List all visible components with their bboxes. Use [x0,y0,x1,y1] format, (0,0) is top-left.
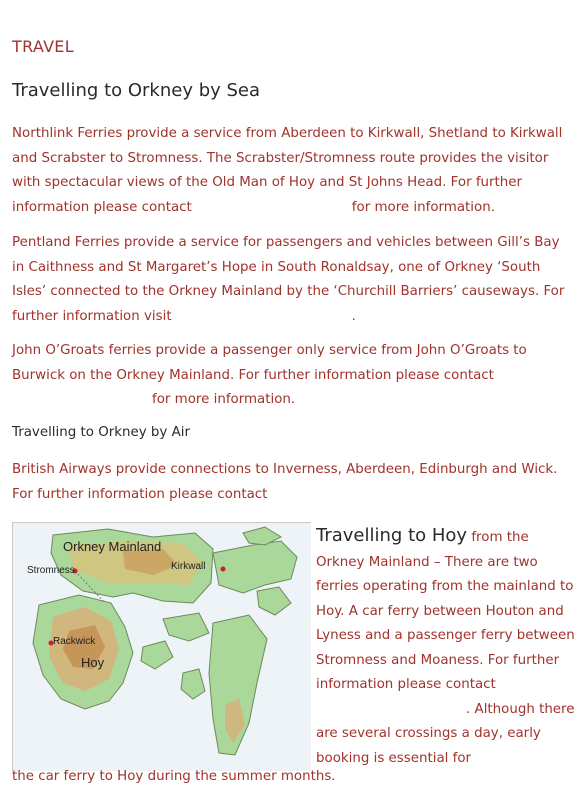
page-heading: TRAVEL [12,37,74,56]
map-label-hoy: Hoy [81,655,105,670]
hoy-text: from the Orkney Mainland – There are two ferries operating from the mainland to Hoy. A car ferry between Houton and Lyness and a passenger ferry between Stromness and Moaness. For further information please contact [316,530,575,692]
hoy-text-2: Although there are several crossings a day, early booking is essential for [316,701,575,766]
orkney-map [12,522,311,771]
map-label-rackwick: Rackwick [53,636,96,647]
pentland-paragraph [12,231,572,329]
johnogroats-paragraph [12,339,572,413]
map-label-mainland: Orkney Mainland [63,539,162,554]
air-section-title: Travelling to Orkney by Air [12,425,190,440]
johnogroats-text-end: for more information. [152,392,296,407]
map-label-kirkwall: Kirkwall [171,561,206,572]
johnogroats-text: John O’Groats ferries provide a passenger only service from John O’Groats to Burwick on the Orkney Mainland. For further information please contact [12,343,527,383]
hoy-period: . [466,701,471,717]
northlink-paragraph [12,122,572,220]
sea-section-title: Travelling to Orkney by Sea [12,80,261,101]
map-graphic [13,523,311,771]
hoy-paragraph [316,524,578,771]
northlink-text: Northlink Ferries provide a service from Aberdeen to Kirkwall, Shetland to Kirkwall and Scrabster to Stromness. The Scrabster/Stromness route provides the visitor with spectacular views of the Old Man of Hoy and St Johns Head. For further information please contact [12,126,563,215]
hoy-section-title: Travelling to Hoy [316,525,468,546]
map-label-stromness: Stromness [27,565,75,576]
british-airways-paragraph: British Airways provide connections to Inverness, Aberdeen, Edinburgh and Wick. For further information please contact [12,462,558,502]
hoy-last-line: the car ferry to Hoy during the summer months. [12,769,336,784]
pentland-text: Pentland Ferries provide a service for passengers and vehicles between Gill’s Bay in Caithness and St Margaret’s Hope in South Ronaldsay, one of Orkney ‘South Isles’ connected to the Orkney Mainland by the ‘Churchill Barriers’ causeways. For further information visit [12,235,565,324]
pentland-text-end: . [351,308,356,324]
northlink-text-end: for more information. [351,199,495,215]
